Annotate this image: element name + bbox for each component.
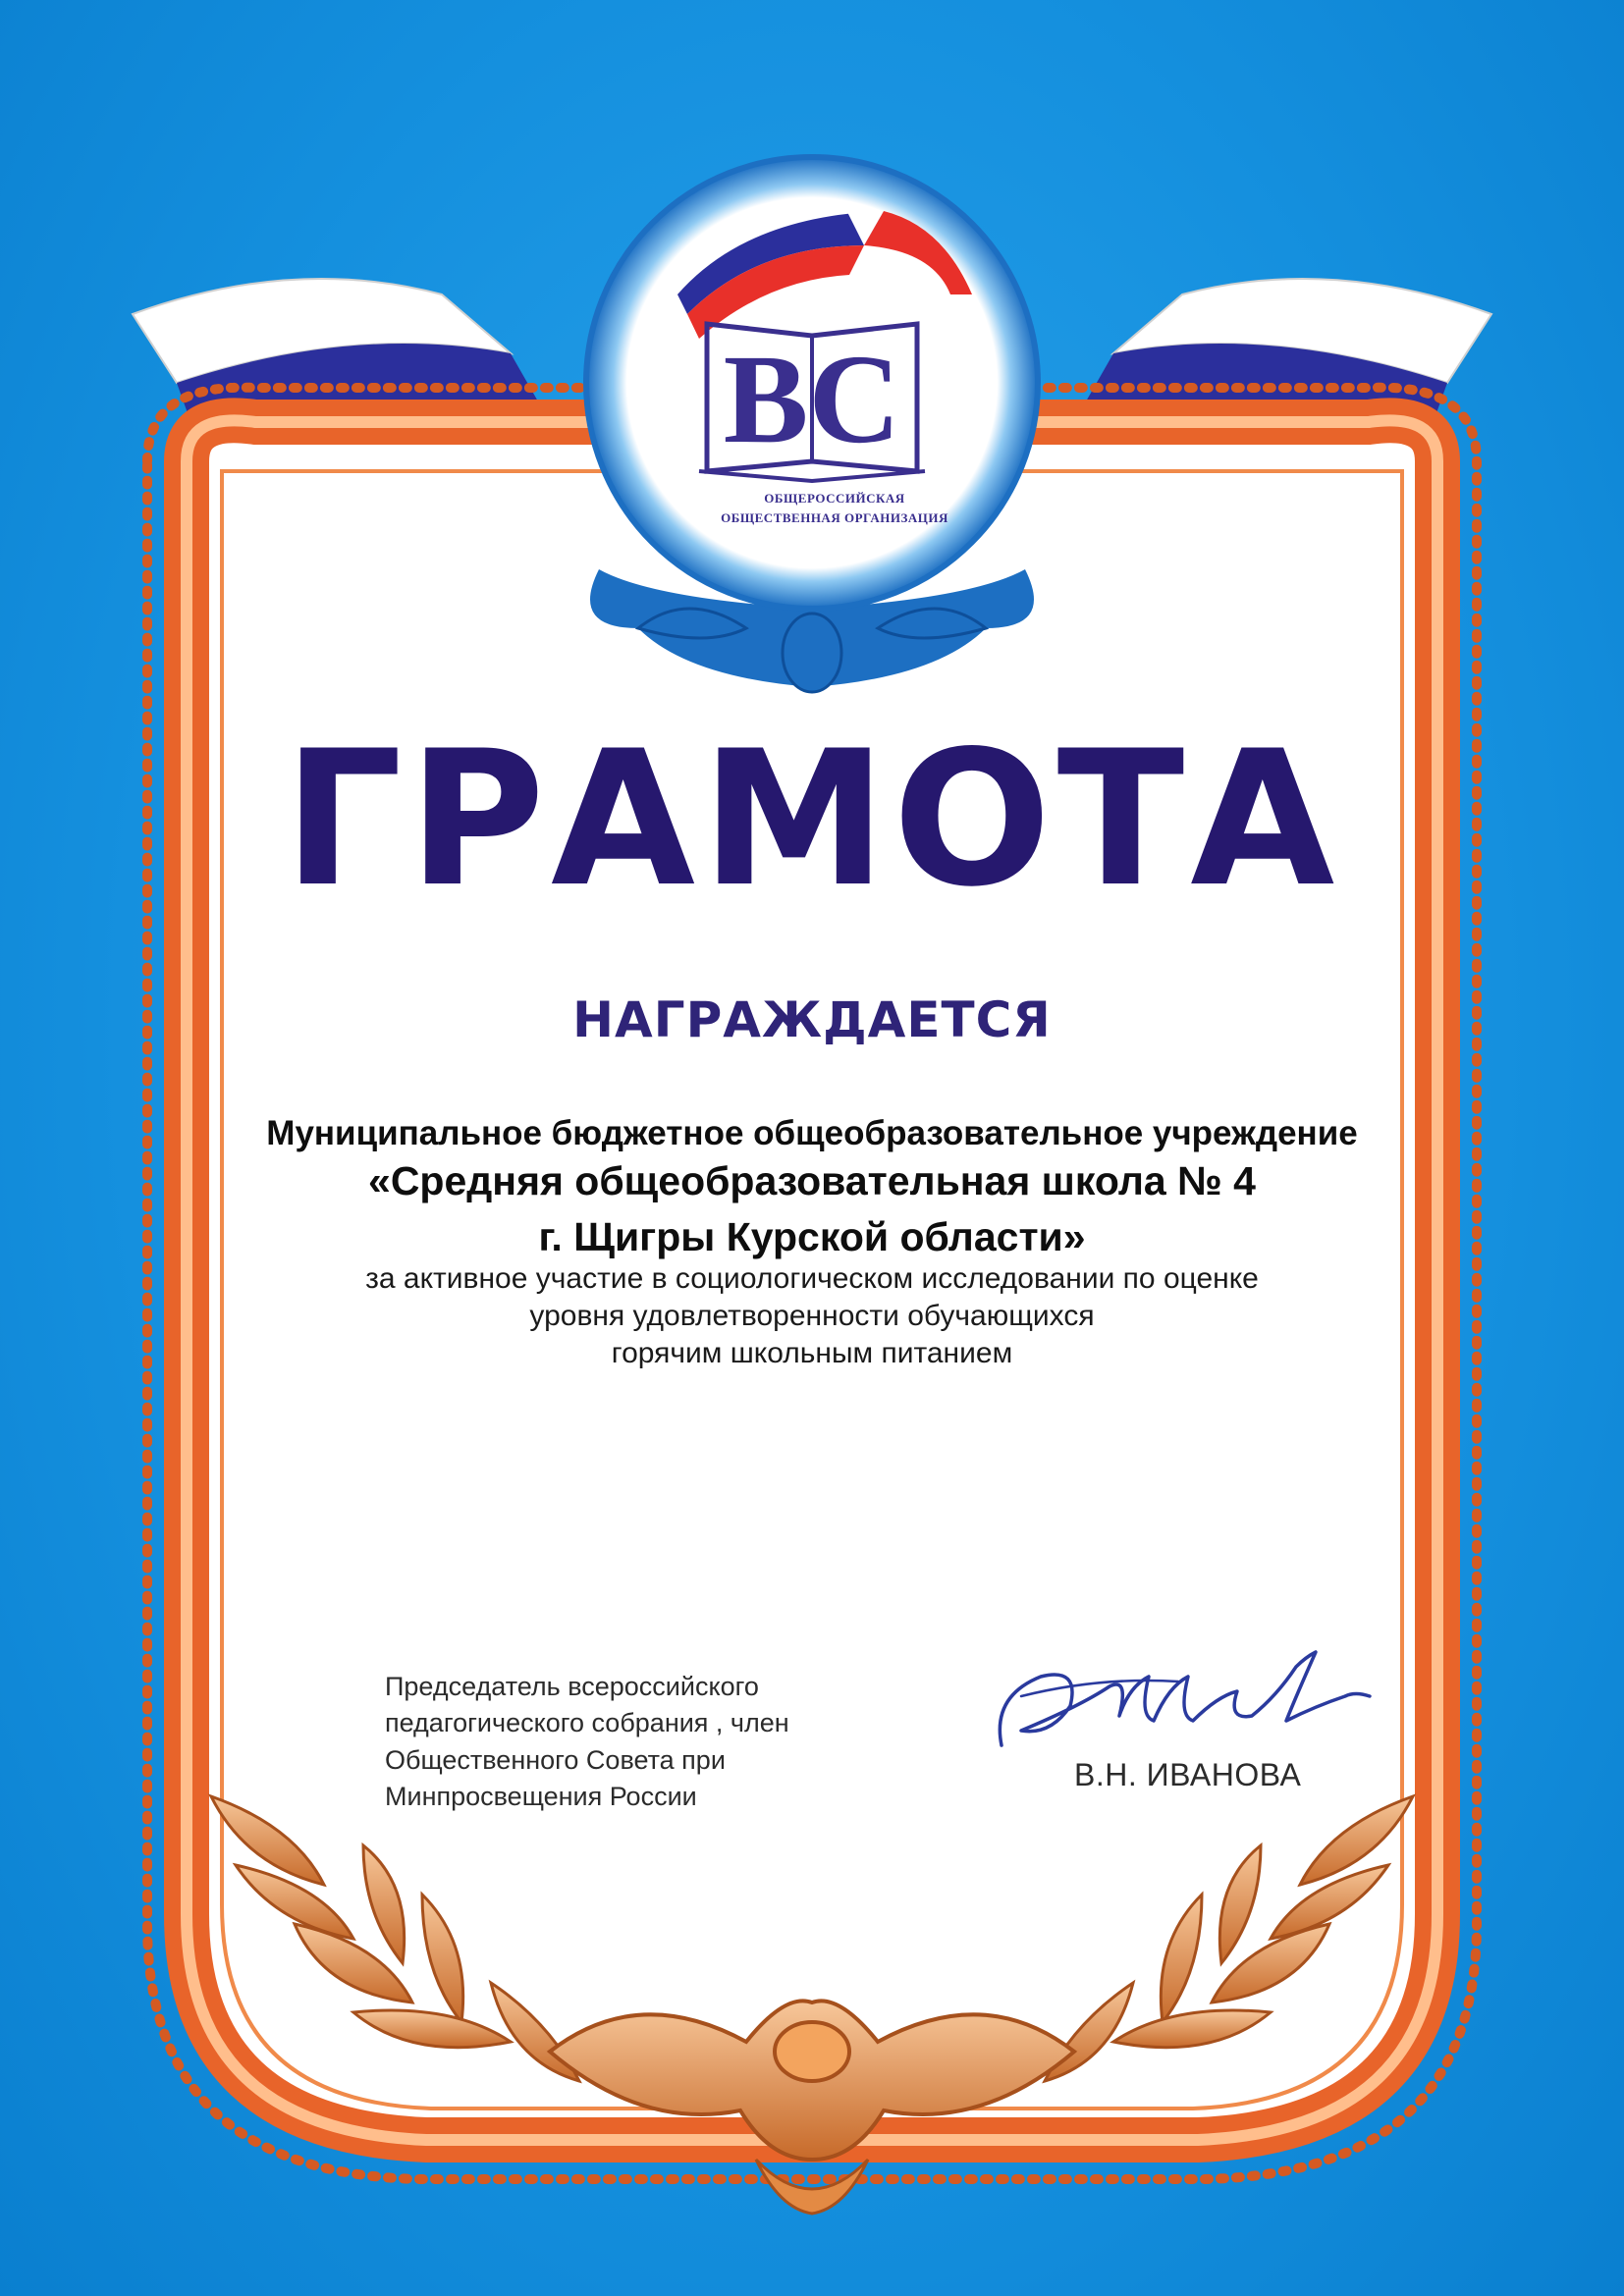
signatory-name: В.Н. ИВАНОВА	[1074, 1757, 1302, 1792]
signatory-role-line2: педагогического собрания , член	[385, 1708, 789, 1737]
signatory-role-line3: Общественного Совета при	[385, 1745, 726, 1775]
emblem-caption-line2: ОБЩЕСТВЕННАЯ ОРГАНИЗАЦИЯ	[721, 510, 948, 525]
signatory-role-line4: Минпросвещения России	[385, 1782, 697, 1811]
emblem-monogram: ВС	[723, 329, 901, 470]
reason-line1: за активное участие в социологическом исследовании по оценке	[365, 1262, 1259, 1295]
reason-line2: уровня удовлетворенности обучающихся	[529, 1300, 1095, 1332]
reason-line3: горячим школьным питанием	[611, 1337, 1013, 1369]
recipient-line3: г. Щигры Курской области»	[538, 1214, 1086, 1259]
recipient-line2: «Средняя общеобразовательная школа № 4	[368, 1158, 1256, 1203]
recipient-line1: Муниципальное бюджетное общеобразовательное учреждение	[266, 1114, 1358, 1152]
signatory-role-line1: Председатель всероссийского	[385, 1672, 759, 1701]
awarded-heading: НАГРАЖДАЕТСЯ	[572, 991, 1052, 1048]
handwritten-signature	[982, 1637, 1394, 1765]
emblem	[586, 157, 1038, 692]
emblem-caption-line1: ОБЩЕРОССИЙСКАЯ	[764, 491, 905, 506]
certificate-title: ГРАМОТА	[283, 711, 1341, 928]
